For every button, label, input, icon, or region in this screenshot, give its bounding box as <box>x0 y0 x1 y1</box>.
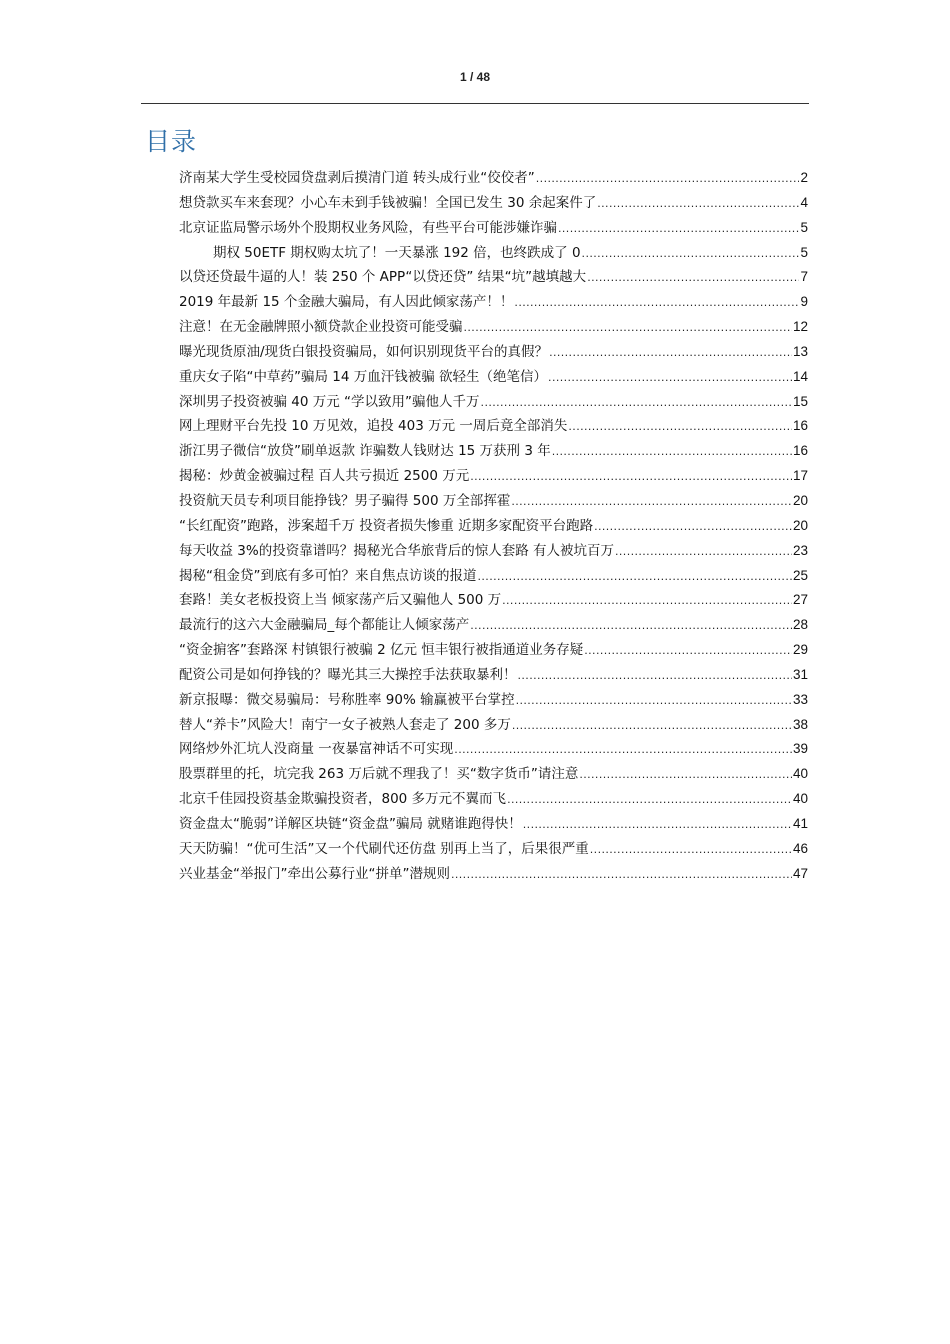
toc-entry-page[interactable]: 12 <box>792 319 808 335</box>
toc-dot-leader <box>470 465 792 489</box>
toc-entry[interactable] <box>179 365 808 390</box>
toc-entry-title[interactable]: 想贷款买车来套现？小心车未到手钱被骗！全国已发生 30 余起案件了 <box>179 194 597 211</box>
toc-entry-page[interactable]: 20 <box>792 492 808 508</box>
toc-dot-leader <box>451 863 792 887</box>
toc-dot-leader <box>579 763 792 787</box>
toc-entry[interactable] <box>179 663 808 688</box>
toc-dot-leader <box>615 540 792 564</box>
toc-entry-title[interactable]: 浙江男子微信“放贷”刷单返款 诈骗数人钱财达 15 万获刑 3 年 <box>179 443 551 460</box>
toc-entry[interactable] <box>179 464 808 489</box>
toc-entry-title[interactable]: “长红配资”跑路，涉案超千万 投资者损失惨重 近期多家配资平台跑路 <box>179 517 594 534</box>
toc-entry[interactable] <box>179 241 808 266</box>
toc-entry[interactable] <box>179 737 808 762</box>
toc-entry[interactable] <box>179 390 808 415</box>
toc-title: 目录 <box>145 127 198 156</box>
toc-entry-title[interactable]: 北京证监局警示场外个股期权业务风险，有些平台可能涉嫌诈骗 <box>179 219 557 236</box>
toc-entry-page[interactable]: 40 <box>792 791 808 807</box>
toc-entry[interactable] <box>179 588 808 613</box>
toc-entry-page[interactable]: 28 <box>792 617 808 633</box>
toc-dot-leader <box>594 515 792 539</box>
toc-entry[interactable] <box>179 265 808 290</box>
toc-entry-page[interactable]: 23 <box>792 542 808 558</box>
toc-entry[interactable] <box>179 166 808 191</box>
toc-dot-leader <box>523 813 792 837</box>
page-number: 1 / 48 <box>459 70 491 84</box>
toc-entry-title[interactable]: 兴业基金“举报门”牵出公募行业“拼单”潜规则 <box>179 865 450 882</box>
toc-entry-page[interactable]: 17 <box>792 468 808 484</box>
toc-entry[interactable] <box>179 564 808 589</box>
toc-entry[interactable] <box>179 216 808 241</box>
toc-dot-leader <box>478 565 792 589</box>
toc-entry-page[interactable]: 46 <box>792 840 808 856</box>
toc-entry[interactable] <box>179 638 808 663</box>
toc-entry-title[interactable]: 资金盘太“脆弱”详解区块链“资金盘”骗局 就赌谁跑得快！ <box>179 815 522 832</box>
toc-entry-page[interactable]: 27 <box>792 592 808 608</box>
toc-entry-title[interactable]: 替人“养卡”风险大！南宁一女子被熟人套走了 200 多万 <box>179 716 511 733</box>
toc-entry[interactable] <box>179 762 808 787</box>
toc-entry[interactable] <box>179 489 808 514</box>
toc-entry-page[interactable]: 7 <box>800 269 808 285</box>
toc-entry-page[interactable]: 13 <box>792 343 808 359</box>
toc-entry-page[interactable]: 38 <box>792 716 808 732</box>
toc-dot-leader <box>548 366 792 390</box>
toc-dot-leader <box>587 266 799 290</box>
toc-entry[interactable] <box>179 514 808 539</box>
toc-entry-title[interactable]: 北京千佳园投资基金欺骗投资者，800 多万元不翼而飞 <box>179 791 507 808</box>
toc-entry-page[interactable]: 20 <box>792 517 808 533</box>
toc-entry-page[interactable]: 5 <box>800 244 808 260</box>
toc-entry[interactable] <box>179 290 808 315</box>
toc-entry-page[interactable]: 4 <box>800 194 808 210</box>
toc-dot-leader <box>481 391 792 415</box>
toc-entry-title[interactable]: 以贷还贷最牛逼的人！装 250 个 APP“以贷还贷” 结果“坑”越填越大 <box>179 269 587 286</box>
toc-dot-leader <box>584 639 792 663</box>
toc-entry[interactable] <box>179 315 808 340</box>
toc-entry-page[interactable]: 16 <box>792 418 808 434</box>
toc-entry-page[interactable]: 41 <box>792 815 808 831</box>
toc-entry[interactable] <box>179 688 808 713</box>
toc-entry-page[interactable]: 39 <box>792 741 808 757</box>
toc-entry[interactable] <box>179 713 808 738</box>
toc-entry[interactable] <box>179 862 808 887</box>
toc-dot-leader <box>552 440 792 464</box>
toc-entry-title[interactable]: 揭秘“租金贷”到底有多可怕？来自焦点访谈的报道 <box>179 567 477 584</box>
toc-entry-title[interactable]: 深圳男子投资被骗 40 万元 “学以致用”骗他人千万 <box>179 393 480 410</box>
toc-dot-leader <box>549 341 792 365</box>
toc-dot-leader <box>470 614 792 638</box>
toc-entry[interactable] <box>179 539 808 564</box>
toc-dot-leader <box>502 589 792 613</box>
toc-entry-page[interactable]: 31 <box>792 666 808 682</box>
toc-entry-title[interactable]: 股票群里的托，坑完我 263 万后就不理我了！买“数字货币”请注意 <box>179 766 579 783</box>
toc-dot-leader <box>514 291 799 315</box>
toc-entry-page[interactable]: 5 <box>800 219 808 235</box>
toc-dot-leader <box>512 714 792 738</box>
toc-dot-leader <box>464 316 792 340</box>
toc-entry-title[interactable]: 曝光现货原油/现货白银投资骗局，如何识别现货平台的真假？ <box>179 343 549 360</box>
toc-entry[interactable] <box>179 439 808 464</box>
toc-entry-title[interactable]: 最流行的这六大金融骗局_每个都能让人倾家荡产 <box>179 617 470 634</box>
toc-entry-title[interactable]: 每天收益 3%的投资靠谱吗？揭秘光合华旅背后的惊人套路 有人被坑百万 <box>179 542 614 559</box>
toc-entry-page[interactable]: 15 <box>792 393 808 409</box>
toc-dot-leader <box>518 664 792 688</box>
toc-entry-title[interactable]: 配资公司是如何挣钱的？曝光其三大操控手法获取暴利！ <box>179 666 517 683</box>
toc-entry-page[interactable]: 16 <box>792 443 808 459</box>
toc-dot-leader <box>568 415 792 439</box>
toc-dot-leader <box>516 689 792 713</box>
toc-entry-page[interactable]: 9 <box>800 294 808 310</box>
toc-entry-title[interactable]: 网络炒外汇坑人没商量 一夜暴富神话不可实现 <box>179 741 454 758</box>
toc-dot-leader <box>511 490 792 514</box>
toc-entry-title[interactable]: 投资航天员专利项目能挣钱？男子骗得 500 万全部挥霍 <box>179 492 511 509</box>
toc-entry-title[interactable]: 注意！在无金融牌照小额贷款企业投资可能受骗 <box>179 319 463 336</box>
toc-entry-title[interactable]: 套路！美女老板投资上当 倾家荡产后又骗他人 500 万 <box>179 592 502 609</box>
toc-entry-page[interactable]: 14 <box>792 368 808 384</box>
toc-entry-title[interactable]: 2019 年最新 15 个金融大骗局，有人因此倾家荡产！！ <box>179 294 514 311</box>
toc-entry[interactable] <box>179 191 808 216</box>
toc-entry[interactable] <box>179 414 808 439</box>
toc-dot-leader <box>558 217 799 241</box>
toc-entry-title[interactable]: 新京报曝：微交易骗局：号称胜率 90% 输赢被平台掌控 <box>179 691 515 708</box>
toc-entry-page[interactable]: 47 <box>792 865 808 881</box>
toc-dot-leader <box>454 738 792 762</box>
toc-dot-leader <box>536 167 800 191</box>
toc-entry-title[interactable]: 期权 50ETF 期权购太坑了！一天暴涨 192 倍，也终跌成了 0 <box>213 244 581 261</box>
toc-entry-title[interactable]: 网上理财平台先投 10 万见效，追投 403 万元 一周后竟全部消失 <box>179 418 568 435</box>
toc-dot-leader <box>590 838 792 862</box>
toc-entry-page[interactable]: 2 <box>800 170 808 185</box>
toc-entry-title[interactable]: 济南某大学生受校园贷盘剥后摸清门道 转头成行业“佼佼者” <box>179 170 535 186</box>
toc-entry-title[interactable]: 揭秘：炒黄金被骗过程 百人共亏损近 2500 万元 <box>179 468 470 485</box>
toc-entry[interactable] <box>179 340 808 365</box>
toc-entry-page[interactable]: 40 <box>792 766 808 782</box>
toc-entry[interactable] <box>179 787 808 812</box>
toc-entry[interactable] <box>179 613 808 638</box>
toc-entry-title[interactable]: 天天防骗！“优可生活”又一个代刷代还仿盘 别再上当了，后果很严重 <box>179 840 589 857</box>
toc-entry[interactable] <box>179 812 808 837</box>
toc-entry-page[interactable]: 33 <box>792 691 808 707</box>
toc-dot-leader <box>582 242 800 266</box>
toc-entry-title[interactable]: 重庆女子陷“中草药”骗局 14 万血汗钱被骗 欲轻生（绝笔信） <box>179 368 548 385</box>
toc-list <box>179 166 808 886</box>
toc-dot-leader <box>597 192 799 216</box>
toc-entry-title[interactable]: “资金掮客”套路深 村镇银行被骗 2 亿元 恒丰银行被指通道业务存疑 <box>179 642 584 659</box>
toc-entry-page[interactable]: 25 <box>792 567 808 583</box>
toc-entry-page[interactable]: 29 <box>792 642 808 658</box>
toc-dot-leader <box>507 788 792 812</box>
toc-entry[interactable] <box>179 837 808 862</box>
header-divider <box>141 103 809 104</box>
